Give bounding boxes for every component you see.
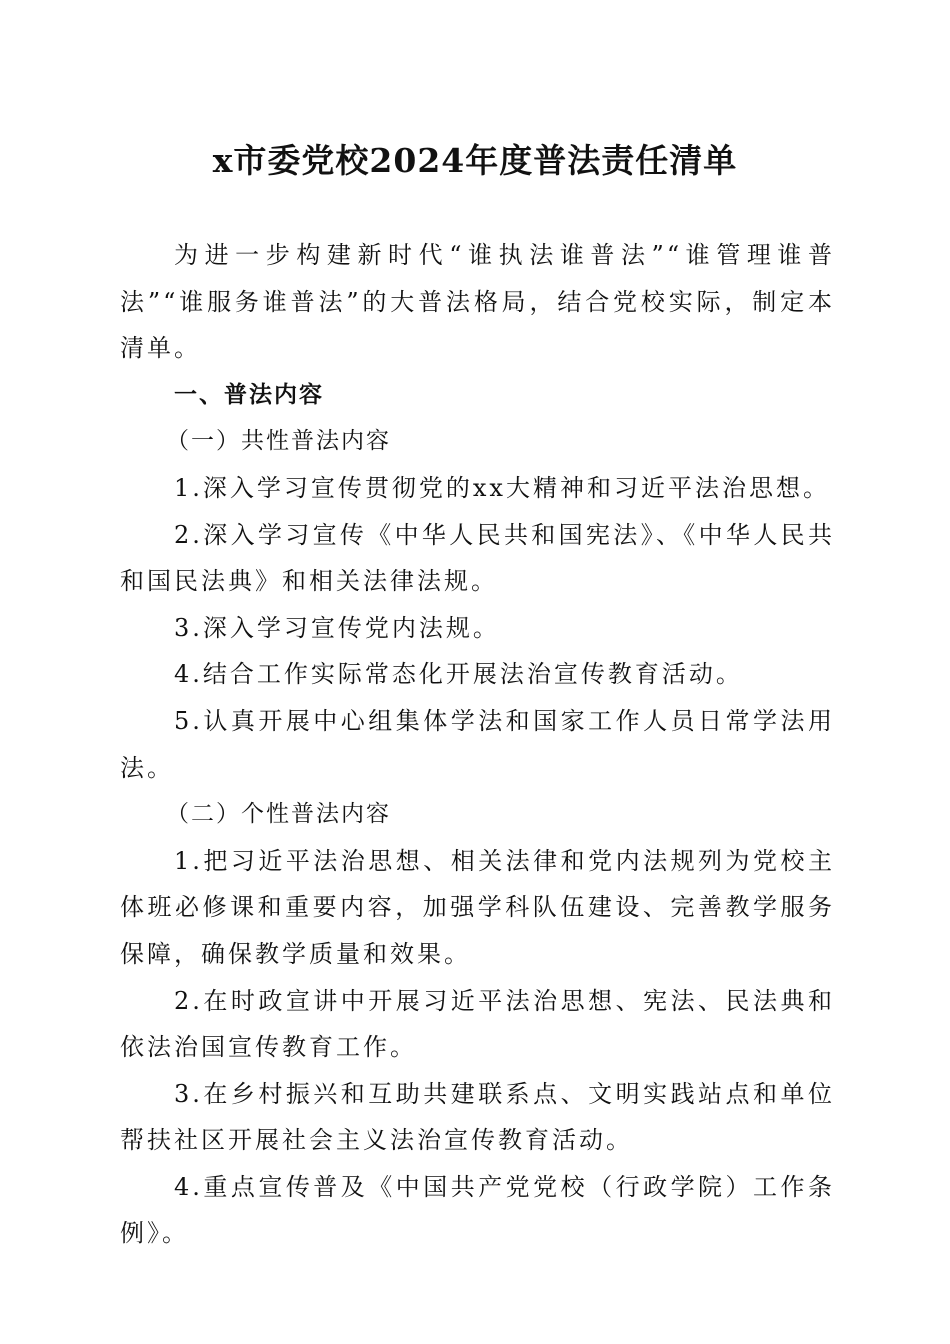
- list-item: 2.深入学习宣传《中华人民共和国宪法》、《中华人民共和国民法典》和相关法律法规。: [120, 520, 835, 596]
- section-heading-content: 一、普法内容: [174, 381, 324, 408]
- list-item: 5.认真开展中心组集体学法和国家工作人员日常学法用法。: [120, 706, 835, 782]
- list-item: 2.在时政宣讲中开展习近平法治思想、宪法、民法典和依法治国宣传教育工作。: [120, 986, 835, 1062]
- list-item: 1.把习近平法治思想、相关法律和党内法规列为党校主体班必修课和重要内容，加强学科队伍建设、完善教学服务保障，确保教学质量和效果。: [120, 846, 835, 968]
- list-item: 4.重点宣传普及《中国共产党党校（行政学院）工作条例》。: [120, 1172, 835, 1248]
- subsection-heading-specific: （二）个性普法内容: [166, 801, 391, 828]
- list-item: 1.深入学习宣传贯彻党的xx大精神和习近平法治思想。: [174, 473, 830, 502]
- intro-paragraph: 为进一步构建新时代“谁执法谁普法”“谁管理谁普法”“谁服务谁普法”的大普法格局，结合党校实际，制定本清单。: [120, 241, 835, 363]
- list-item: 4.结合工作实际常态化开展法治宣传教育活动。: [174, 660, 743, 689]
- list-item: 3.深入学习宣传党内法规。: [174, 613, 500, 642]
- document-title: x市委党校2024年度普法责任清单: [212, 141, 738, 180]
- subsection-heading-common: （一）共性普法内容: [166, 428, 391, 455]
- document-body: [120, 232, 835, 1257]
- list-item: 3.在乡村振兴和互助共建联系点、文明实践站点和单位帮扶社区开展社会主义法治宣传教育活动。: [120, 1079, 835, 1155]
